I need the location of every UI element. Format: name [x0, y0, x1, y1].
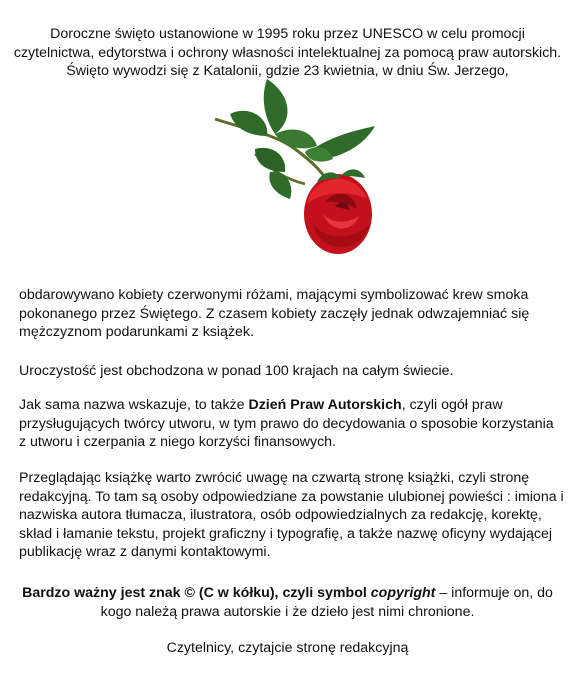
paragraph-copyright-day: Jak sama nazwa wskazuje, to także Dzień Praw Autorskich, czyli ogół praw przysługujących twórcy utworu, w tym prawo do decydowania o sposobie korzystania z utworu i czerpania z niego korzyści finansowych.	[19, 397, 554, 450]
closing-line: Czytelnicy, czytajcie stronę redakcyjną	[166, 640, 409, 656]
paragraph-countries: Uroczystość jest obchodzona w ponad 100 krajach na całym świecie.	[19, 363, 454, 379]
red-rose-image	[195, 74, 380, 284]
paragraph-copyright-symbol: Bardzo ważny jest znak © (C w kółku), czyli symbol copyright – informuje on, do kogo należą prawa autorskie i że dzieło jest nimi chronione.	[22, 585, 553, 620]
paragraph-roses: obdarowywano kobiety czerwonymi różami, mającymi symbolizować krew smoka pokonanego przez Świętego. Z czasem kobiety zaczęły jednak odwzajemniać się mężczyznom podarunkami z książek.	[19, 287, 530, 340]
intro-text: Doroczne święto ustanowione w 1995 roku przez UNESCO w celu promocji czytelnictwa, edytorstwa i ochrony własności intelektualnej za pomocą praw autorskich. Święto wywodzi się z Katalonii, gdzie 23 kwietnia, w dniu Św. Jerzego,	[13, 26, 562, 80]
italic-copyright: copyright	[370, 585, 436, 601]
bold-copyright-day: Dzień Praw Autorskich	[248, 397, 402, 413]
paragraph-editorial-page: Przeglądając książkę warto zwrócić uwagę na czwartą stronę książki, czyli stronę redakcyjną. To tam są osoby odpowiedziane za powstanie ulubionej powieści : imiona i nazwiska autora tłumacza, ilustratora, osób odpowiedzialnych za redakcję, korektę, skład i łamanie tekstu, projekt graficzny i typografię, a także nazwę oficyny wydającej publikację wraz z danymi kontaktowymi.	[19, 470, 564, 560]
